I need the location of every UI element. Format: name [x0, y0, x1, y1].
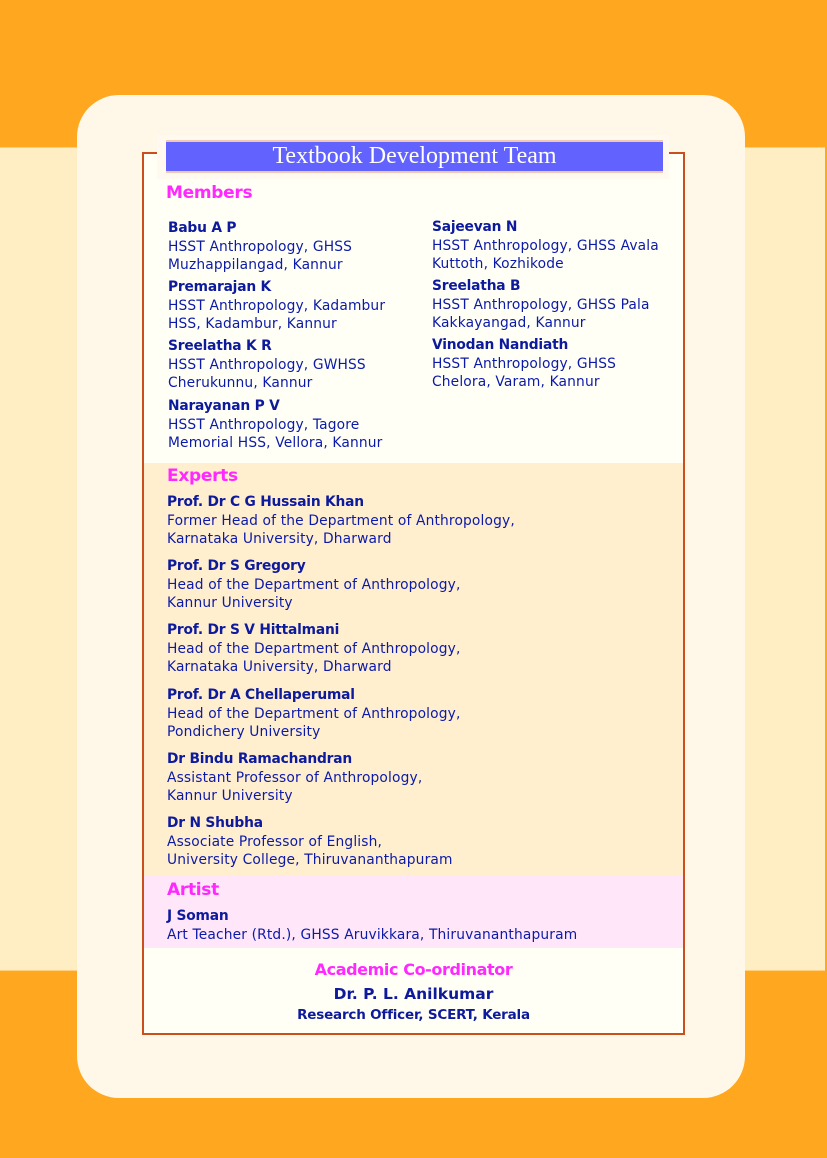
member-detail: Chelora, Varam, Kannur [432, 374, 600, 390]
expert-detail: Kannur University [167, 595, 293, 611]
artist-detail: Art Teacher (Rtd.), GHSS Aruvikkara, Thiruvananthapuram [167, 926, 578, 943]
expert-name: Prof. Dr S Gregory [167, 558, 306, 574]
expert-detail: Pondichery University [167, 724, 321, 740]
expert-name: Dr Bindu Ramachandran [167, 751, 352, 767]
expert-detail: Former Head of the Department of Anthropology, [167, 512, 515, 529]
member-detail: Kuttoth, Kozhikode [432, 256, 564, 272]
member-name: Sreelatha B [432, 278, 521, 294]
member-name: Sreelatha K R [168, 338, 272, 354]
expert-detail: Head of the Department of Anthropology, [167, 640, 461, 657]
member-detail: HSST Anthropology, GHSS Pala [432, 296, 650, 313]
expert-entry [167, 814, 453, 870]
member-detail: HSST Anthropology, Tagore [168, 416, 360, 433]
member-detail: Memorial HSS, Vellora, Kannur [168, 435, 383, 451]
expert-detail: Head of the Department of Anthropology, [167, 576, 461, 593]
member-detail: HSST Anthropology, GHSS Avala [432, 237, 659, 254]
member-entry [432, 277, 650, 333]
member-detail: HSST Anthropology, GHSS [432, 355, 617, 372]
member-detail: HSST Anthropology, GHSS [168, 238, 353, 255]
member-entry [168, 219, 352, 275]
member-name: Premarajan K [168, 279, 272, 295]
member-detail: Kakkayangad, Kannur [432, 315, 586, 331]
expert-detail: Assistant Professor of Anthropology, [167, 769, 423, 786]
expert-entry [167, 621, 461, 677]
member-entry [432, 336, 616, 392]
member-name: Babu A P [168, 220, 237, 236]
coordinator-heading: Academic Co-ordinator [314, 960, 513, 979]
coordinator-role: Research Officer, SCERT, Kerala [297, 1007, 530, 1023]
member-entry [432, 218, 659, 274]
expert-detail: Associate Professor of English, [167, 833, 383, 850]
expert-detail: Karnataka University, Dharward [167, 659, 392, 675]
expert-entry [167, 493, 515, 549]
coordinator-name: Dr. P. L. Anilkumar [333, 985, 494, 1003]
artist-entry [167, 907, 577, 944]
member-detail: Cherukunnu, Kannur [168, 375, 313, 391]
expert-entry [167, 750, 422, 806]
member-detail: Muzhappilangad, Kannur [168, 257, 343, 273]
member-name: Narayanan P V [168, 398, 280, 414]
member-detail: HSST Anthropology, GWHSS [168, 356, 366, 373]
expert-detail: Head of the Department of Anthropology, [167, 705, 461, 722]
member-entry [168, 397, 383, 453]
page-title: Textbook Development Team [166, 140, 663, 173]
expert-entry [167, 557, 461, 613]
expert-detail: Karnataka University, Dharward [167, 531, 392, 547]
member-entry [168, 278, 385, 334]
member-detail: HSST Anthropology, Kadambur [168, 297, 386, 314]
member-entry [168, 337, 366, 393]
artist-heading: Artist [167, 880, 219, 900]
expert-detail: Kannur University [167, 788, 293, 804]
members-heading: Members [166, 183, 253, 203]
member-name: Vinodan Nandiath [432, 337, 569, 353]
expert-name: Prof. Dr S V Hittalmani [167, 622, 340, 638]
experts-heading: Experts [167, 466, 238, 486]
artist-name: J Soman [167, 908, 229, 924]
member-name: Sajeevan N [432, 219, 518, 235]
expert-name: Prof. Dr C G Hussain Khan [167, 494, 364, 510]
member-detail: HSS, Kadambur, Kannur [168, 316, 337, 332]
expert-name: Prof. Dr A Chellaperumal [167, 687, 355, 703]
expert-entry [167, 686, 461, 742]
expert-name: Dr N Shubha [167, 815, 263, 831]
expert-detail: University College, Thiruvananthapuram [167, 852, 453, 868]
